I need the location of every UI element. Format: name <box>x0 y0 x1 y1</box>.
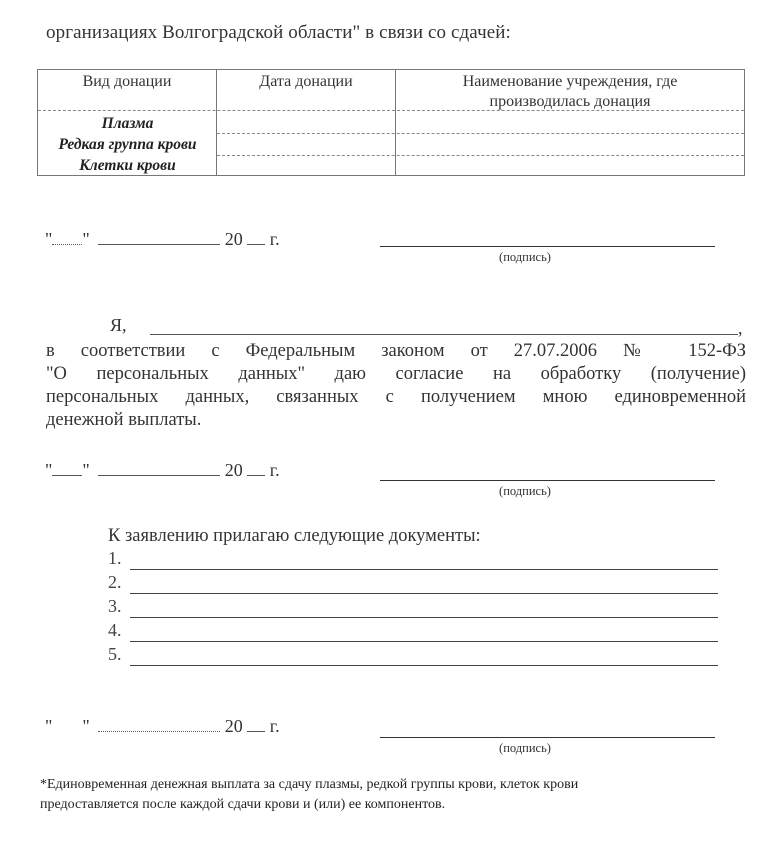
table-cell-date-blood-cells[interactable] <box>218 156 394 175</box>
table-header-donation-type: Вид донации <box>82 73 172 90</box>
table-header-institution-line1: Наименование учреждения, где <box>462 73 678 90</box>
table-cell-institution-rare-blood[interactable] <box>397 134 743 154</box>
attachment-item-3[interactable] <box>108 596 718 620</box>
footnote <box>40 775 740 815</box>
year-suffix: г. <box>269 460 280 480</box>
date-field-2 <box>45 460 280 484</box>
table-header-institution-line2: производилась донация <box>489 93 651 110</box>
table-cell-institution-blood-cells[interactable] <box>397 156 743 175</box>
date-quote-close: " <box>82 229 90 249</box>
date-quote-close: " <box>82 460 90 480</box>
year-prefix: 20 <box>224 460 243 480</box>
attachment-item-1[interactable] <box>108 548 718 572</box>
attachment-number: 4. <box>108 620 122 640</box>
table-cell-type-plasma: Плазма <box>101 115 154 132</box>
consent-prefix: Я, <box>110 315 127 335</box>
day-blank[interactable] <box>52 717 82 732</box>
table-cell-institution-plasma[interactable] <box>397 111 743 132</box>
year-blank[interactable] <box>247 461 265 476</box>
attachment-line[interactable] <box>130 593 718 594</box>
consent-line-3: персональных данных, связанных с получением мною единовременной <box>46 387 746 407</box>
attachment-item-4[interactable] <box>108 620 718 644</box>
attachment-item-5[interactable] <box>108 644 718 668</box>
consent-line-1: в соответствии с Федеральным законом от 27.07.2006 № 152-ФЗ <box>46 341 746 361</box>
year-prefix: 20 <box>224 716 243 736</box>
month-blank[interactable] <box>98 461 220 476</box>
attachment-number: 1. <box>108 548 122 568</box>
date-quote-open: " <box>45 716 53 736</box>
consent-name-field[interactable] <box>150 334 738 335</box>
signature-caption-2: (подпись) <box>499 484 551 498</box>
month-blank[interactable] <box>98 230 220 245</box>
signature-caption-3: (подпись) <box>499 741 551 755</box>
day-blank[interactable] <box>52 461 82 476</box>
intro-text: организациях Волгоградской области" в связи со сдачей: <box>46 22 511 43</box>
table-cell-date-rare-blood[interactable] <box>218 134 394 154</box>
table-header-institution <box>396 72 744 112</box>
consent-paragraph <box>46 340 746 432</box>
table-cell-type-rare-blood: Редкая группа крови <box>58 136 197 153</box>
year-prefix: 20 <box>224 229 243 249</box>
attachment-line[interactable] <box>130 665 718 666</box>
donation-table <box>37 69 745 176</box>
year-blank[interactable] <box>247 230 265 245</box>
footnote-line-2: предоставляется после каждой сдачи крови и (или) ее компонентов. <box>40 797 446 812</box>
attachment-line[interactable] <box>130 641 718 642</box>
year-suffix: г. <box>269 716 280 736</box>
signature-caption-1: (подпись) <box>499 250 551 264</box>
footnote-line-1: *Единовременная денежная выплата за сдачу плазмы, редкой группы крови, клеток крови <box>40 777 579 792</box>
date-quote-open: " <box>45 460 53 480</box>
attachments-title: К заявлению прилагаю следующие документы: <box>108 526 481 546</box>
date-quote-close: " <box>82 716 90 736</box>
consent-line-4: денежной выплаты. <box>46 410 202 430</box>
attachment-line[interactable] <box>130 569 718 570</box>
attachment-number: 2. <box>108 572 122 592</box>
signature-line-1[interactable] <box>380 246 715 247</box>
table-cell-type-blood-cells: Клетки крови <box>79 157 176 174</box>
day-blank[interactable] <box>52 230 82 245</box>
attachment-number: 3. <box>108 596 122 616</box>
table-cell-date-plasma[interactable] <box>218 111 394 132</box>
attachment-number: 5. <box>108 644 122 664</box>
date-field-1 <box>45 229 280 253</box>
signature-line-2[interactable] <box>380 480 715 481</box>
date-quote-open: " <box>45 229 53 249</box>
year-blank[interactable] <box>247 717 265 732</box>
date-field-3 <box>45 716 280 740</box>
signature-line-3[interactable] <box>380 737 715 738</box>
month-blank[interactable] <box>98 717 220 732</box>
attachment-line[interactable] <box>130 617 718 618</box>
attachment-item-2[interactable] <box>108 572 718 596</box>
table-header-donation-date: Дата донации <box>259 73 353 90</box>
year-suffix: г. <box>269 229 280 249</box>
consent-comma: , <box>738 318 743 338</box>
consent-line-2: "О персональных данных" даю согласие на обработку (получение) <box>46 364 746 384</box>
